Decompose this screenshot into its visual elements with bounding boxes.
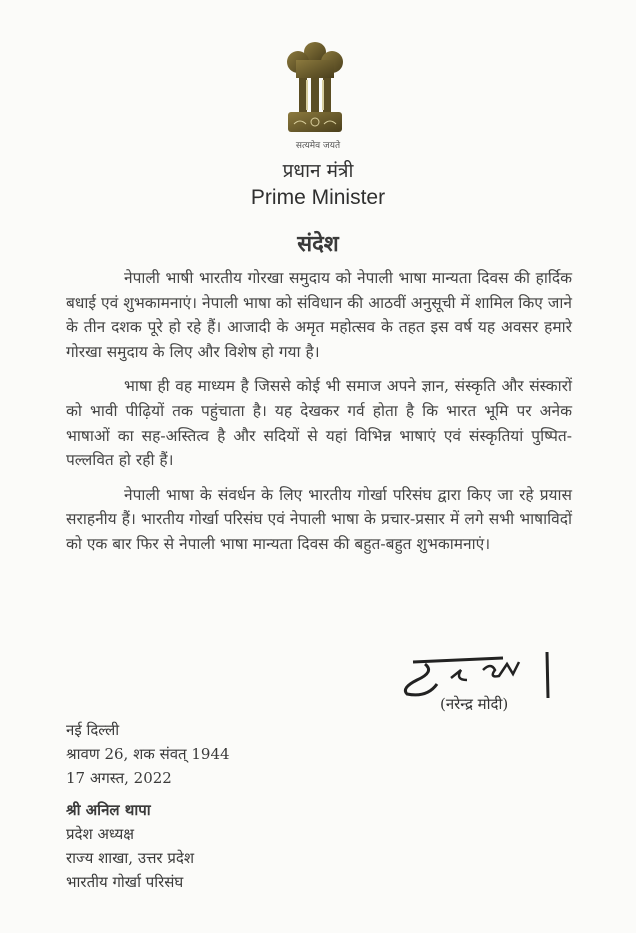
- paragraph: नेपाली भाषा के संवर्धन के लिए भारतीय गोर्खा परिसंघ द्वारा किए जा रहे प्रयास सराहनीय हैं। भारतीय गोर्खा परिसंघ एवं नेपाली भाषा के प्रचार-प्रसार में लगे सभी भाषाविदों को एक बार फिर से नेपाली भाषा मान्यता दिवस की बहुत-बहुत शुभकामनाएं।: [66, 485, 572, 553]
- paragraph: भाषा ही वह माध्यम है जिससे कोई भी समाज अपने ज्ञान, संस्कृति और संस्कारों को भावी पीढ़ियों तक पहुंचाता है। यह देखकर गर्व होता है कि भारत भूमि पर अनेक भाषाओं का सह-अस्तित्व है और सदियों से यहां विभिन्न भाषाएं एवं संस्कृतियां पुष्पित-पल्लवित हो रही हैं।: [66, 377, 572, 470]
- message-body: [66, 266, 572, 567]
- date-gregorian: 17 अगस्त, 2022: [66, 769, 172, 787]
- letter-footer: [66, 718, 230, 894]
- recipient-organization: भारतीय गोर्खा परिसंघ: [66, 873, 184, 891]
- date-saka: श्रावण 26, शक संवत् 1944: [66, 745, 230, 763]
- office-title-english: Prime Minister: [250, 186, 386, 209]
- signatory-name: (नरेन्द्र मोदी): [440, 695, 509, 713]
- place: नई दिल्ली: [66, 721, 120, 739]
- recipient-designation: प्रदेश अध्यक्ष: [66, 825, 135, 843]
- emblem-motto: सत्यमेव जयते: [295, 141, 341, 151]
- signature-icon: [383, 650, 553, 700]
- recipient-name: श्री अनिल थापा: [66, 801, 151, 819]
- office-title-hindi: प्रधान मंत्री: [282, 160, 354, 182]
- national-emblem-icon: [284, 38, 346, 136]
- paragraph: नेपाली भाषी भारतीय गोरखा समुदाय को नेपाली भाषा मान्यता दिवस की हार्दिक बधाई एवं शुभकामनाएं। नेपाली भाषा को संविधान की आठवीं अनुसूची में शामिल किए जाने के तीन दशक पूरे हो रहे हैं। आजादी के अमृत महोत्सव के तहत इस वर्ष यह अवसर हमारे गोरखा समुदाय के लिए और विशेष हो गया है।: [66, 269, 572, 361]
- recipient-branch: राज्य शाखा, उत्तर प्रदेश: [66, 849, 195, 867]
- message-title: संदेश: [297, 231, 339, 257]
